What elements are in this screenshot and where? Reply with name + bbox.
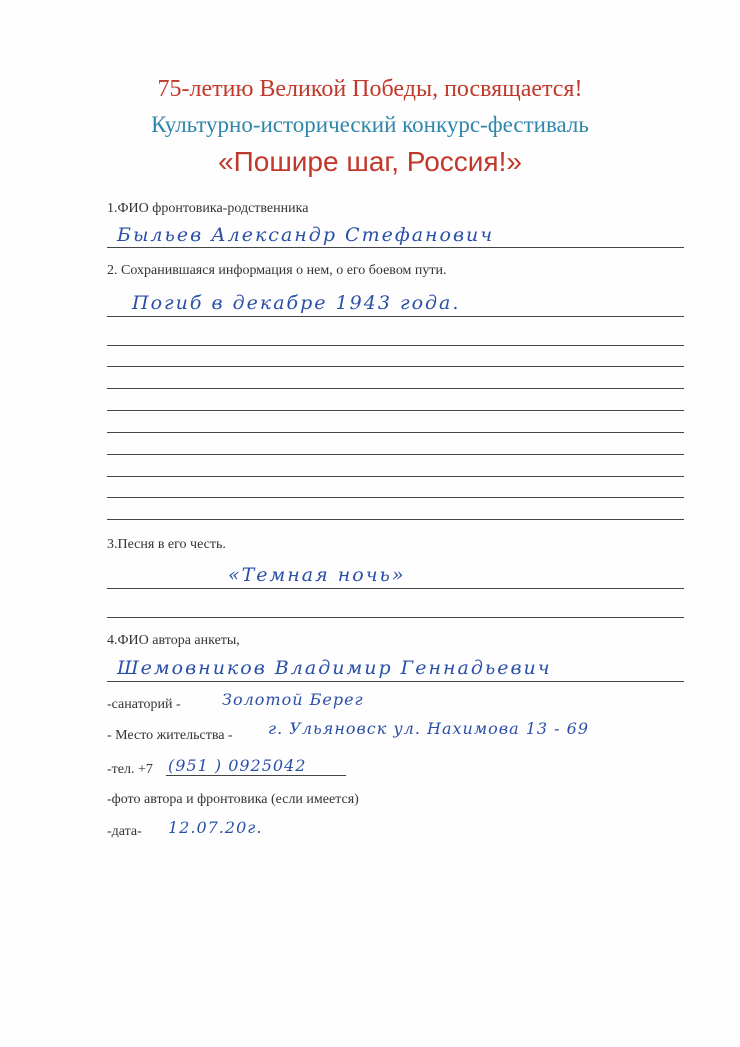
phone-label: -тел. +7 [107,762,153,777]
date-answer: 12.07.20г. [168,818,263,837]
q2-line-2 [107,345,684,346]
phone-answer: (951 ) 0925042 [168,756,307,775]
q2-answer: Погиб в декабре 1943 года. [132,292,461,314]
q2-line-7 [107,454,684,455]
sanatorium-label: -санаторий - [107,697,181,712]
q4-answer: Шемовников Владимир Геннадьевич [117,657,552,679]
q2-line-1 [107,316,684,317]
sanatorium-answer: Золотой Берег [222,690,364,709]
q3-answer: «Темная ночь» [228,564,406,586]
header-contest-name: Культурно-исторический конкурс-фестиваль [151,112,589,137]
q2-line-8 [107,476,684,477]
q1-label: 1.ФИО фронтовика-родственника [107,201,309,216]
residence-label: - Место жительства - [107,728,233,743]
q2-line-10 [107,519,684,520]
photo-label: -фото автора и фронтовика (если имеется) [107,792,359,807]
q2-line-3 [107,366,684,367]
q1-answer-line [107,247,684,248]
phone-underline [166,775,346,776]
q2-line-5 [107,410,684,411]
header-festival-title: «Пошире шаг, Россия!» [218,146,522,177]
q3-line-2 [107,617,684,618]
date-label: -дата- [107,824,142,839]
q3-label: 3.Песня в его честь. [107,537,226,552]
q2-line-6 [107,432,684,433]
q2-line-4 [107,388,684,389]
q4-answer-line [107,681,684,682]
q4-label: 4.ФИО автора анкеты, [107,633,240,648]
q2-line-9 [107,497,684,498]
residence-answer: г. Ульяновск ул. Нахимова 13 - 69 [268,719,589,738]
q3-line-1 [107,588,684,589]
q2-label: 2. Сохранившаяся информация о нем, о его боевом пути. [107,263,447,278]
header-dedication: 75-летию Великой Победы, посвящается! [157,76,583,102]
q1-answer: Быльев Александр Стефанович [117,224,495,246]
